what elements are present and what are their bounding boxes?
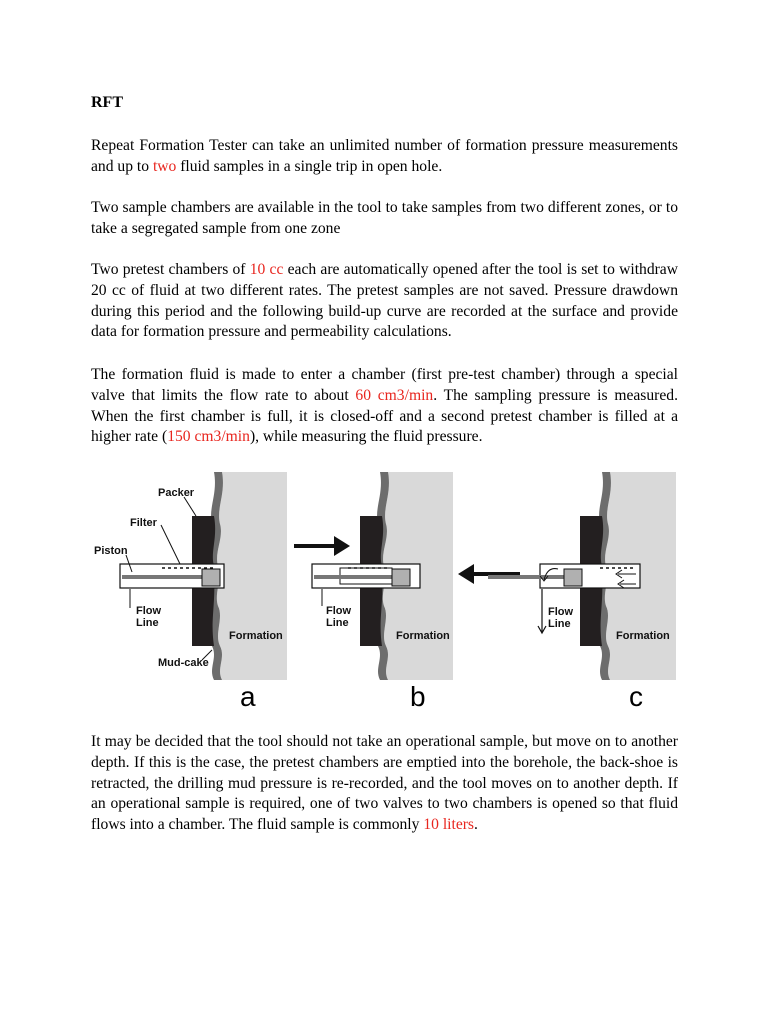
paragraph-text: fluid samples in a single trip in open hole.: [176, 157, 443, 175]
panel-b: [294, 472, 453, 712]
rft-diagram: [88, 468, 680, 718]
label-line: Line: [548, 618, 571, 630]
paragraph-formation-fluid: [91, 365, 678, 448]
label-line: Line: [326, 617, 349, 629]
highlight-text: 10 liters: [423, 816, 475, 834]
paragraph-text: Two pretest chambers of: [91, 261, 250, 278]
panel-c: [458, 472, 676, 712]
page-title: RFT: [91, 94, 123, 111]
paragraph-sample-chambers: [91, 198, 678, 240]
piston: [392, 569, 410, 586]
label-filter: Filter: [130, 517, 157, 529]
piston: [564, 569, 582, 586]
label-line: Line: [136, 617, 159, 629]
highlight-text: two: [152, 157, 177, 175]
arrow-left-icon: [458, 564, 520, 584]
panel-label-b: b: [410, 681, 426, 712]
leader-packer: [184, 497, 196, 516]
highlight-text: 60 cm3/min: [355, 386, 434, 404]
leader-filter: [161, 525, 180, 564]
label-flow: Flow: [136, 605, 162, 617]
paragraph-text: Repeat Formation Tester can take an unlimited number of formation pressure measurements and up to: [91, 137, 678, 175]
panel-a: [94, 472, 287, 712]
label-flow: Flow: [548, 606, 574, 618]
highlight-text: 150 cm3/min: [167, 428, 250, 446]
paragraph-text: ), while measuring the fluid pressure.: [249, 428, 483, 446]
piston: [202, 569, 220, 586]
label-piston: Piston: [94, 545, 128, 557]
label-mudcake: Mud-cake: [158, 657, 209, 669]
paragraph-text: . The sampling pressure is measured. When the first chamber is full, it is closed-off and a second pretest chamber is filled at a higher rate (: [91, 386, 678, 446]
flow-down-arrow-icon: [538, 589, 546, 633]
label-formation: Formation: [396, 630, 450, 642]
paragraph-pretest-chambers: [91, 260, 678, 343]
paragraph-text: each are automatically opened after the tool is set to withdraw 20 cc of fluid at two different rates. The pretest samples are not saved. Pressure drawdown during this period and the following build-up curve are recorded at the surface and provide data for formation pressure and permeability calculations.: [91, 261, 678, 341]
formation-block: [217, 472, 287, 680]
label-formation: Formation: [616, 630, 670, 642]
paragraph-text: Two sample chambers are available in the tool to take samples from two different zones, or to take a segregated sample from one zone: [91, 199, 678, 237]
paragraph-text: It may be decided that the tool should not take an operational sample, but move on to another depth. If this is the case, the pretest chambers are emptied into the borehole, the back-shoe is retracted, the drilling mud pressure is re-recorded, and the tool moves on to another depth. If an operational sample is required, one of two valves to two chambers is opened so that fluid flows into a chamber. The fluid sample is commonly: [91, 733, 678, 834]
paragraph-intro: [91, 136, 678, 178]
panel-label-c: c: [629, 681, 643, 712]
label-packer: Packer: [158, 487, 195, 499]
panel-label-a: a: [240, 681, 256, 712]
paragraph-text: .: [474, 816, 478, 834]
label-formation: Formation: [229, 630, 283, 642]
paragraph-operational-sample: [91, 732, 678, 836]
paragraph-text: The formation fluid is made to enter a chamber (first pre-test chamber) through a special valve that limits the flow rate to about: [91, 366, 678, 404]
arrow-right-icon: [294, 536, 350, 556]
label-flow: Flow: [326, 605, 352, 617]
highlight-text: 10 cc: [249, 261, 284, 278]
